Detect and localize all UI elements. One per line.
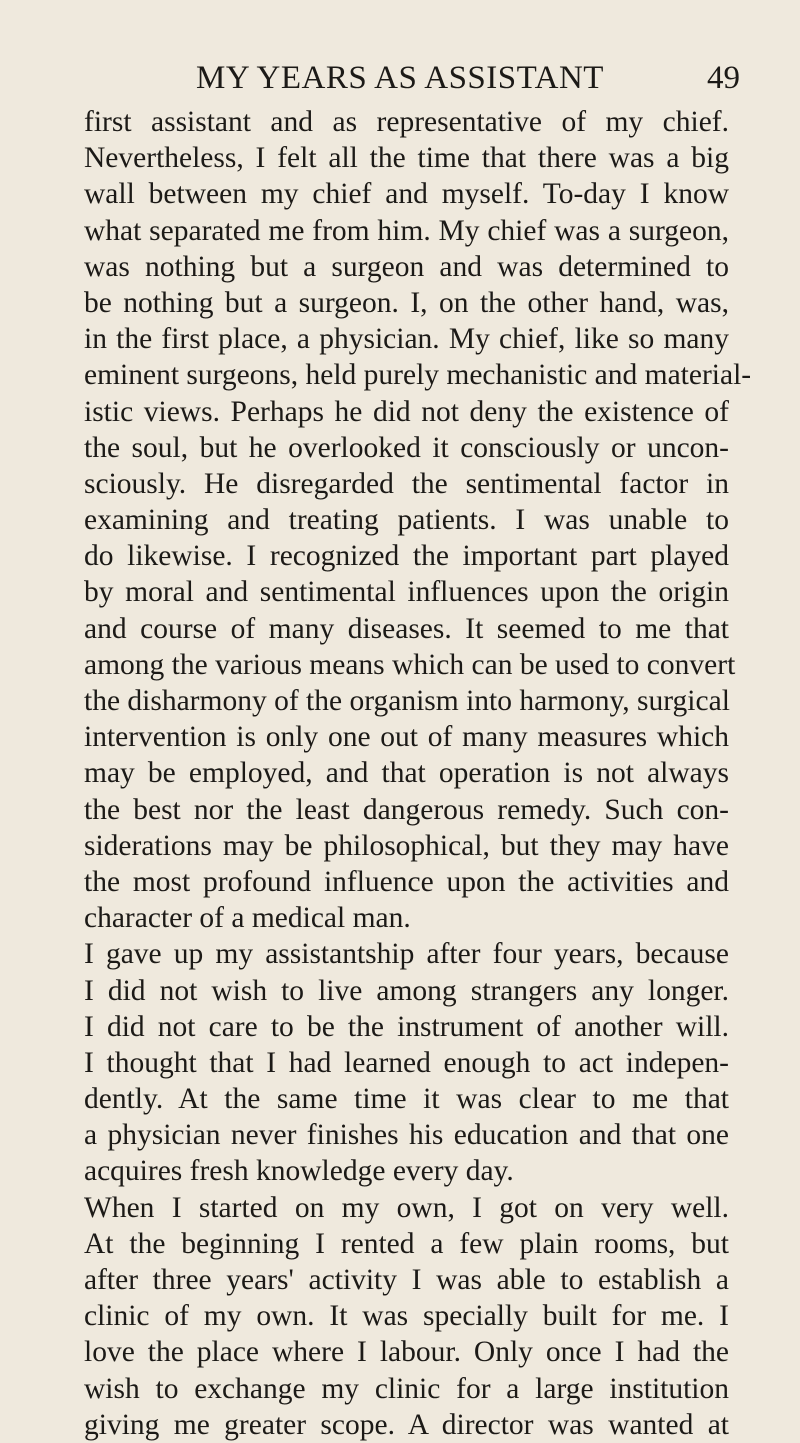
page-header — [0, 58, 800, 98]
text-line: istic views. Perhaps he did not deny the existence of — [84, 395, 729, 428]
text-line: Nevertheless, I felt all the time that there was a big — [84, 142, 729, 175]
text-line: At the beginning I rented a few plain rooms, but — [84, 1227, 729, 1260]
text-line: a physician never finishes his education and that one — [84, 1119, 729, 1152]
text-line: wall between my chief and myself. To-day I know — [84, 178, 729, 211]
text-line: character of a medical man. — [84, 902, 411, 935]
text-line: love the place where I labour. Only once I had the — [84, 1336, 729, 1369]
text-line: acquires fresh knowledge every day. — [84, 1155, 514, 1188]
running-title: MY YEARS AS ASSISTANT — [196, 60, 604, 96]
text-line: clinic of my own. It was specially built for me. I — [84, 1300, 729, 1333]
text-line: sciously. He disregarded the sentimental factor in — [84, 467, 729, 500]
text-line: dently. At the same time it was clear to me that — [84, 1083, 729, 1116]
text-line: I thought that I had learned enough to act indepen- — [84, 1046, 729, 1079]
text-line: in the first place, a physician. My chief, like so many — [84, 323, 729, 356]
text-line: be nothing but a surgeon. I, on the other hand, was, — [84, 286, 729, 319]
body-text — [84, 104, 752, 1443]
text-line: was nothing but a surgeon and was determined to — [84, 250, 729, 283]
text-line: When I started on my own, I got on very well. — [84, 1191, 729, 1224]
text-line: among the various means which can be used to convert — [84, 648, 736, 681]
text-line: the most profound influence upon the activities and — [84, 865, 729, 898]
text-line: siderations may be philosophical, but they may have — [84, 829, 729, 862]
text-line: eminent surgeons, held purely mechanistic and material- — [84, 359, 752, 392]
text-line: wish to exchange my clinic for a large institution — [84, 1372, 729, 1405]
text-line: I did not wish to live among strangers any longer. — [84, 974, 729, 1007]
text-line: may be employed, and that operation is not always — [84, 757, 729, 790]
text-line: first assistant and as representative of my chief. — [84, 106, 729, 138]
text-line: intervention is only one out of many measures which — [84, 721, 729, 754]
text-line: giving me greater scope. A director was wanted at — [84, 1408, 729, 1441]
text-line: the best nor the least dangerous remedy. Such con- — [84, 793, 729, 826]
text-line: I gave up my assistantship after four years, because — [84, 938, 729, 971]
text-line: and course of many diseases. It seemed to me that — [84, 612, 729, 645]
text-line: after three years' activity I was able to establish a — [84, 1264, 729, 1296]
page-number: 49 — [707, 60, 740, 96]
text-line: by moral and sentimental influences upon the origin — [84, 576, 729, 609]
text-line: do likewise. I recognized the important part played — [84, 540, 729, 573]
text-line: what separated me from him. My chief was a surgeon, — [84, 214, 729, 247]
text-line: the soul, but he overlooked it consciously or uncon- — [84, 431, 729, 464]
text-line: I did not care to be the instrument of another will. — [84, 1010, 729, 1043]
text-line: the disharmony of the organism into harmony, surgical — [84, 685, 730, 717]
text-line: examining and treating patients. I was unable to — [84, 504, 729, 537]
